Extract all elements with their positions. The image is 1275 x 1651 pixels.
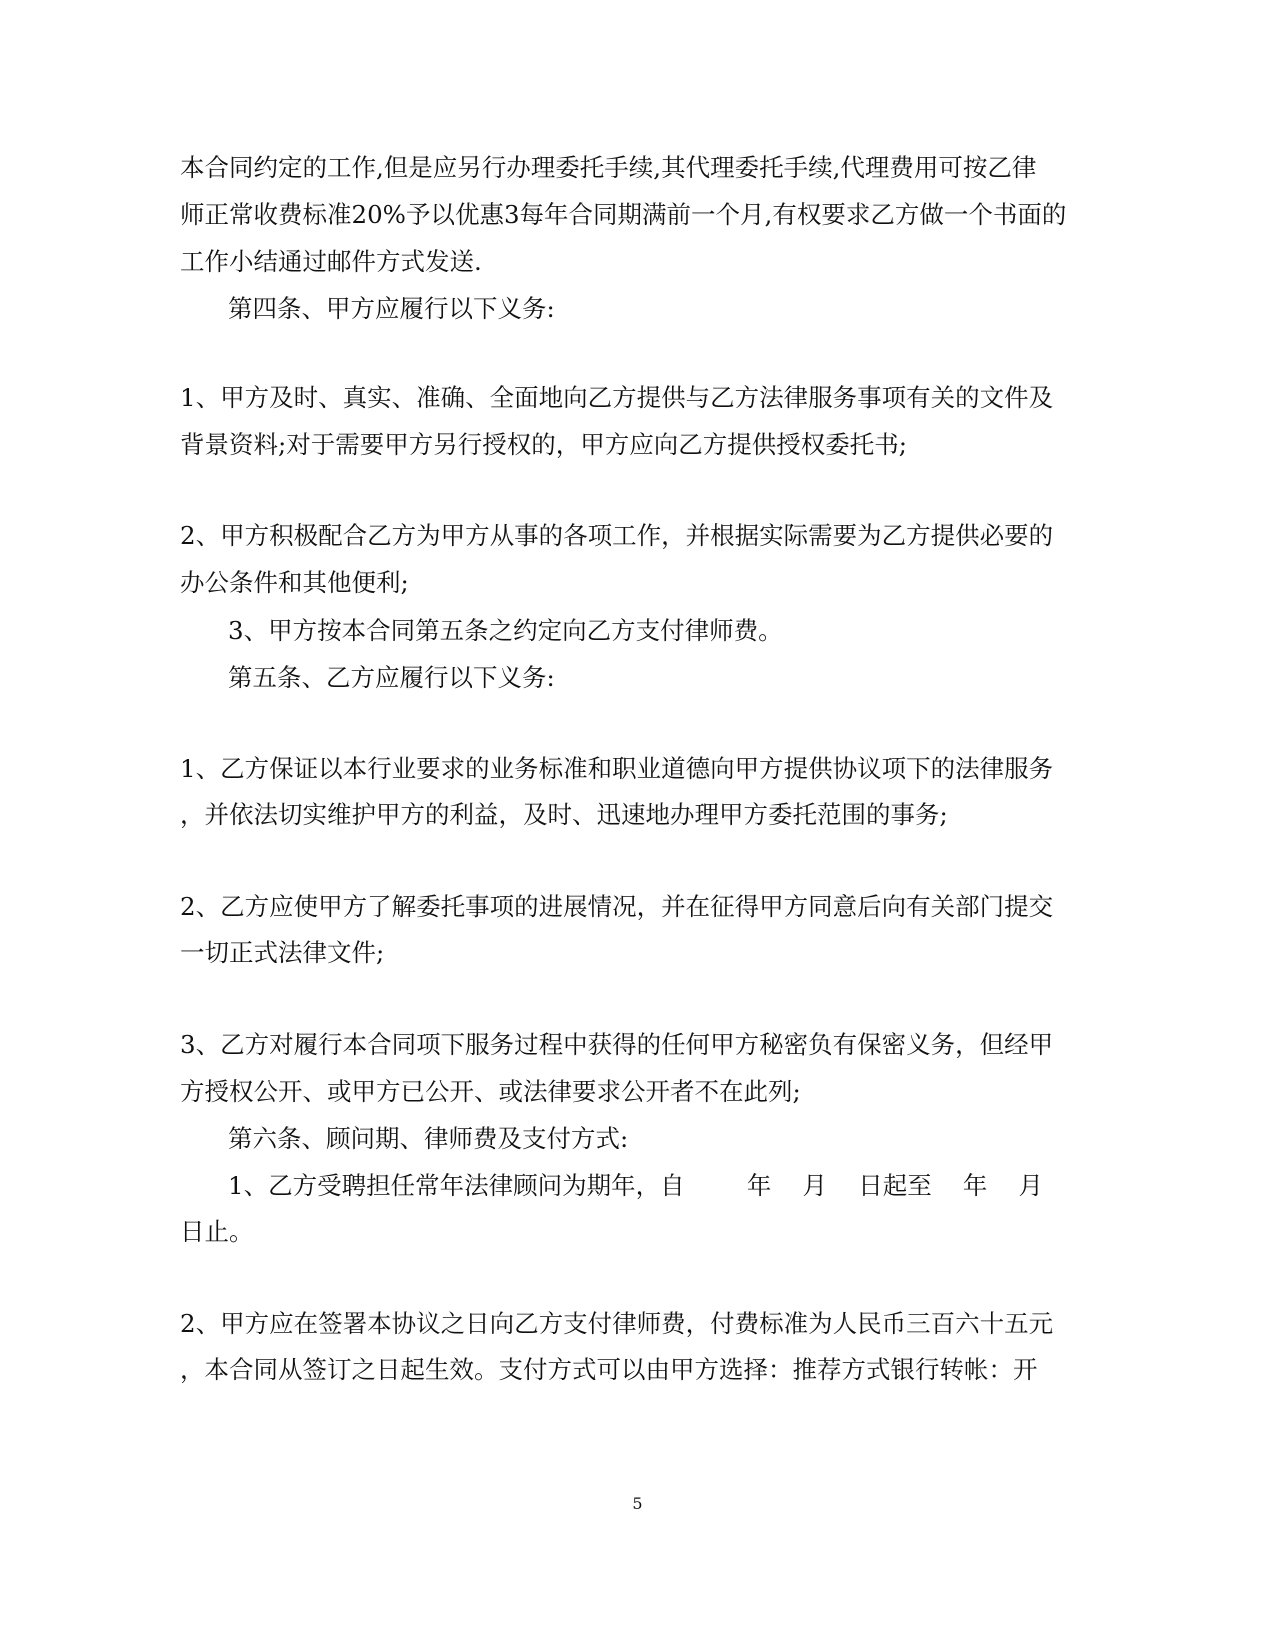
text-line: 师正常收费标准20%予以优惠3每年合同期满前一个月,有权要求乙方做一个书面的 bbox=[180, 200, 1067, 229]
text-line: 3、甲方按本合同第五条之约定向乙方支付律师费。 bbox=[228, 616, 783, 645]
text-line: 1、乙方受聘担任常年法律顾问为期年，自 年 月 日起至 年 月 bbox=[228, 1171, 1043, 1200]
section-heading: 第五条、乙方应履行以下义务: bbox=[228, 663, 555, 692]
text-line: 2、乙方应使甲方了解委托事项的进展情况，并在征得甲方同意后向有关部门提交 bbox=[180, 892, 1054, 921]
text-line: 方授权公开、或甲方已公开、或法律要求公开者不在此列; bbox=[180, 1077, 801, 1106]
text-line: 1、乙方保证以本行业要求的业务标准和职业道德向甲方提供协议项下的法律服务 bbox=[180, 754, 1054, 783]
text-line: ，本合同从签订之日起生效。支付方式可以由甲方选择：推荐方式银行转帐：开 bbox=[180, 1355, 1038, 1384]
text-line: 办公条件和其他便利; bbox=[180, 568, 409, 597]
text-line: 日止。 bbox=[180, 1217, 254, 1246]
page-number: 5 bbox=[632, 1494, 643, 1513]
text-line: 2、甲方应在签署本协议之日向乙方支付律师费，付费标准为人民币三百六十五元 bbox=[180, 1309, 1054, 1338]
text-line: 背景资料;对于需要甲方另行授权的，甲方应向乙方提供授权委托书; bbox=[180, 430, 908, 459]
text-line: 2、甲方积极配合乙方为甲方从事的各项工作，并根据实际需要为乙方提供必要的 bbox=[180, 521, 1054, 550]
text-line: 一切正式法律文件; bbox=[180, 938, 385, 967]
section-heading: 第四条、甲方应履行以下义务: bbox=[228, 294, 555, 323]
text-line: 3、乙方对履行本合同项下服务过程中获得的任何甲方秘密负有保密义务，但经甲 bbox=[180, 1030, 1054, 1059]
text-line: 工作小结通过邮件方式发送. bbox=[180, 247, 482, 276]
text-line: 1、甲方及时、真实、准确、全面地向乙方提供与乙方法律服务事项有关的文件及 bbox=[180, 383, 1054, 412]
text-line: 本合同约定的工作,但是应另行办理委托手续,其代理委托手续,代理费用可按乙律 bbox=[180, 153, 1037, 182]
text-line: ，并依法切实维护甲方的利益，及时、迅速地办理甲方委托范围的事务; bbox=[180, 800, 948, 829]
section-heading: 第六条、顾问期、律师费及支付方式: bbox=[228, 1124, 629, 1153]
